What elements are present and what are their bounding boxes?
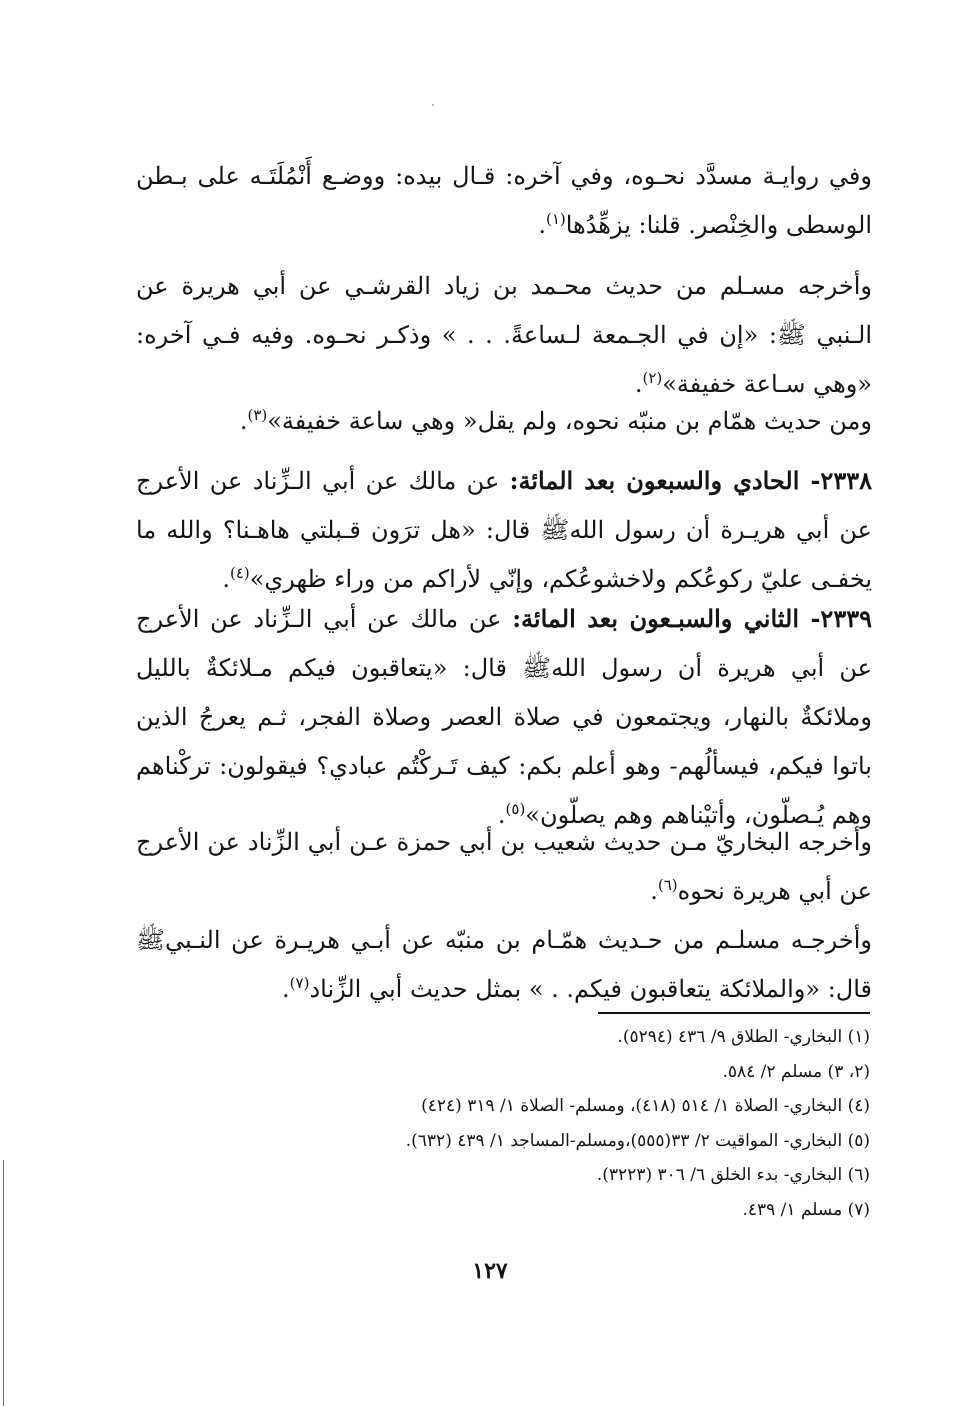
hadith-2339: ٢٣٣٩- الثاني والسبـعون بعد المائة: عن مالك عن أبي الـزِّناد عن الأعرج عن أبي هريرة أن رسول اللهﷺ قال: «يتعاقبون فيكم مـلائكةٌ بالليل وملائكةٌ بالنهار، ويجتمعون في صلاة العصر وصلاة الفجر، ثـم يعرجُ الذين باتوا فيكم، فيسألُهم- وهو أعلم بكم: كيف تَـركْتُم عبادي؟ فيقولون: تركْناهم وهم يُـصلّون، وأتيْناهم وهم يصلّون»$^{(٥)}$.	[136, 604, 872, 829]
paragraph-text: عن مالك عن أبي الـزِّناد عن الأعرج عن أبي هريـرة أن رسول اللهﷺ قال: «هل ترَون قـبلتي هاهـنا؟ والله ما يخفـى عليّ ركوعُكم ولاخشوعُكم، وإنّي لأراكم من وراء ظهري»	[136, 467, 872, 593]
footnote: (٢، ٣) مسلم ٢/ ٥٨٤.	[722, 1061, 870, 1082]
paragraph-6: وأخرجه البخاريّ مـن حديث شعيب بن أبي حمزة عـن أبي الزِّناد عن الأعرج عن أبي هريرة نحوه$^{(٦)}$.	[136, 828, 872, 905]
paragraph-text: وأخرجـه مسلـم من حـديث همّـام بن منبّه عن أبـي هريـرة عن النـبيﷺ قال: «والملائكة يتعاقبون فيكم. . » بمثل حديث أبي الزِّناد	[136, 926, 872, 1003]
page-number: ١٢٧	[472, 1258, 508, 1284]
footnote: (١) البخاري- الطلاق ٩/ ٤٣٦ (٥٢٩٤).	[617, 1027, 870, 1047]
scan-speck	[432, 104, 434, 106]
footnote-marker[interactable]: (٢)	[642, 369, 663, 387]
paragraph-7: وأخرجـه مسلـم من حـديث همّـام بن منبّه عن أبـي هريـرة عن النـبيﷺ قال: «والملائكة يتعاقبون فيكم. . » بمثل حديث أبي الزِّناد$^{(٧)}$.	[136, 926, 872, 1003]
footnote: (٧) مسلم ١/ ٤٣٩.	[742, 1199, 870, 1220]
footnote-marker[interactable]: (١)	[545, 210, 566, 228]
paragraph-2: وأخرجه مسـلم من حديث محـمد بن زياد القرشـي عن أبي هريرة عن الـنبي ﷺ: «إن في الجـمعة لـساعةً. . . » وذكـر نحـوه. وفيه فـي آخره: «وهي سـاعة خفيفة»$^{(٢)}$.	[136, 272, 872, 398]
footnote-marker[interactable]: (٤)	[229, 564, 250, 582]
hadith-heading: ٢٣٣٩- الثاني والسبـعون بعد المائة:	[512, 604, 872, 633]
scan-edge-line	[3, 1160, 4, 1406]
hadith-heading: ٢٣٣٨- الحادي والسبعون بعد المائة:	[509, 466, 872, 495]
footnote: (٥) البخاري- المواقيت ٢/ ٣٣(٥٥٥)،ومسلم-المساجد ١/ ٤٣٩ (٦٣٢).	[405, 1130, 870, 1151]
footnote: (٤) البخاري- الصلاة ١/ ٥١٤ (٤١٨)، ومسلم- الصلاة ١/ ٣١٩ (٤٢٤)	[421, 1096, 870, 1116]
footnote-marker[interactable]: (٣)	[247, 406, 268, 424]
paragraph-text: ومن حديث همّام بن منبّه نحوه، ولم يقل« وهي ساعة خفيفة»	[267, 407, 872, 435]
paragraph-3: ومن حديث همّام بن منبّه نحوه، ولم يقل« وهي ساعة خفيفة»$^{(٣)}$.	[239, 406, 872, 435]
footnote-marker[interactable]: (٦)	[657, 876, 678, 894]
footnote-separator	[598, 1012, 870, 1014]
paragraph-text: وفي روايـة مسدَّد نحـوه، وفي آخره: قـال بيده: ووضـع أَنْمُلَتَـه على بـطن الوسطى والخِنْصر. قلنا: يزهِّدُها	[136, 162, 872, 239]
footnote-marker[interactable]: (٥)	[505, 800, 526, 818]
hadith-2338: ٢٣٣٨- الحادي والسبعون بعد المائة: عن مالك عن أبي الـزِّناد عن الأعرج عن أبي هريـرة أن رسول اللهﷺ قال: «هل ترَون قـبلتي هاهـنا؟ والله ما يخفـى عليّ ركوعُكم ولاخشوعُكم، وإنّي لأراكم من وراء ظهري»$^{(٤)}$.	[136, 466, 872, 593]
paragraph-text: عن مالك عن أبي الـزِّناد عن الأعرج عن أبي هريرة أن رسول اللهﷺ قال: «يتعاقبون فيكم مـلائكةٌ بالليل وملائكةٌ بالنهار، ويجتمعون في صلاة العصر وصلاة الفجر، ثـم يعرجُ الذين باتوا فيكم، فيسألُهم- وهو أعلم بكم: كيف تَـركْتُم عبادي؟ فيقولون: تركْناهم وهم يُـصلّون، وأتيْناهم وهم يصلّون»	[136, 605, 872, 829]
footnote: (٦) البخاري- بدء الخلق ٦/ ٣٠٦ (٣٢٢٣).	[596, 1165, 870, 1185]
footnotes	[360, 1020, 870, 1227]
paragraph-text: وأخرجه البخاريّ مـن حديث شعيب بن أبي حمزة عـن أبي الزِّناد عن الأعرج عن أبي هريرة نحوه	[136, 828, 872, 905]
footnote-marker[interactable]: (٧)	[289, 974, 310, 992]
paragraph-1: وفي روايـة مسدَّد نحـوه، وفي آخره: قـال بيده: ووضـع أَنْمُلَتَـه على بـطن الوسطى والخِنْصر. قلنا: يزهِّدُها$^{(١)}$.	[136, 162, 872, 239]
paragraph-text: وأخرجه مسـلم من حديث محـمد بن زياد القرشـي عن أبي هريرة عن الـنبي ﷺ: «إن في الجـمعة لـساعةً. . . » وذكـر نحـوه. وفيه فـي آخره: «وهي سـاعة خفيفة»	[136, 272, 872, 398]
